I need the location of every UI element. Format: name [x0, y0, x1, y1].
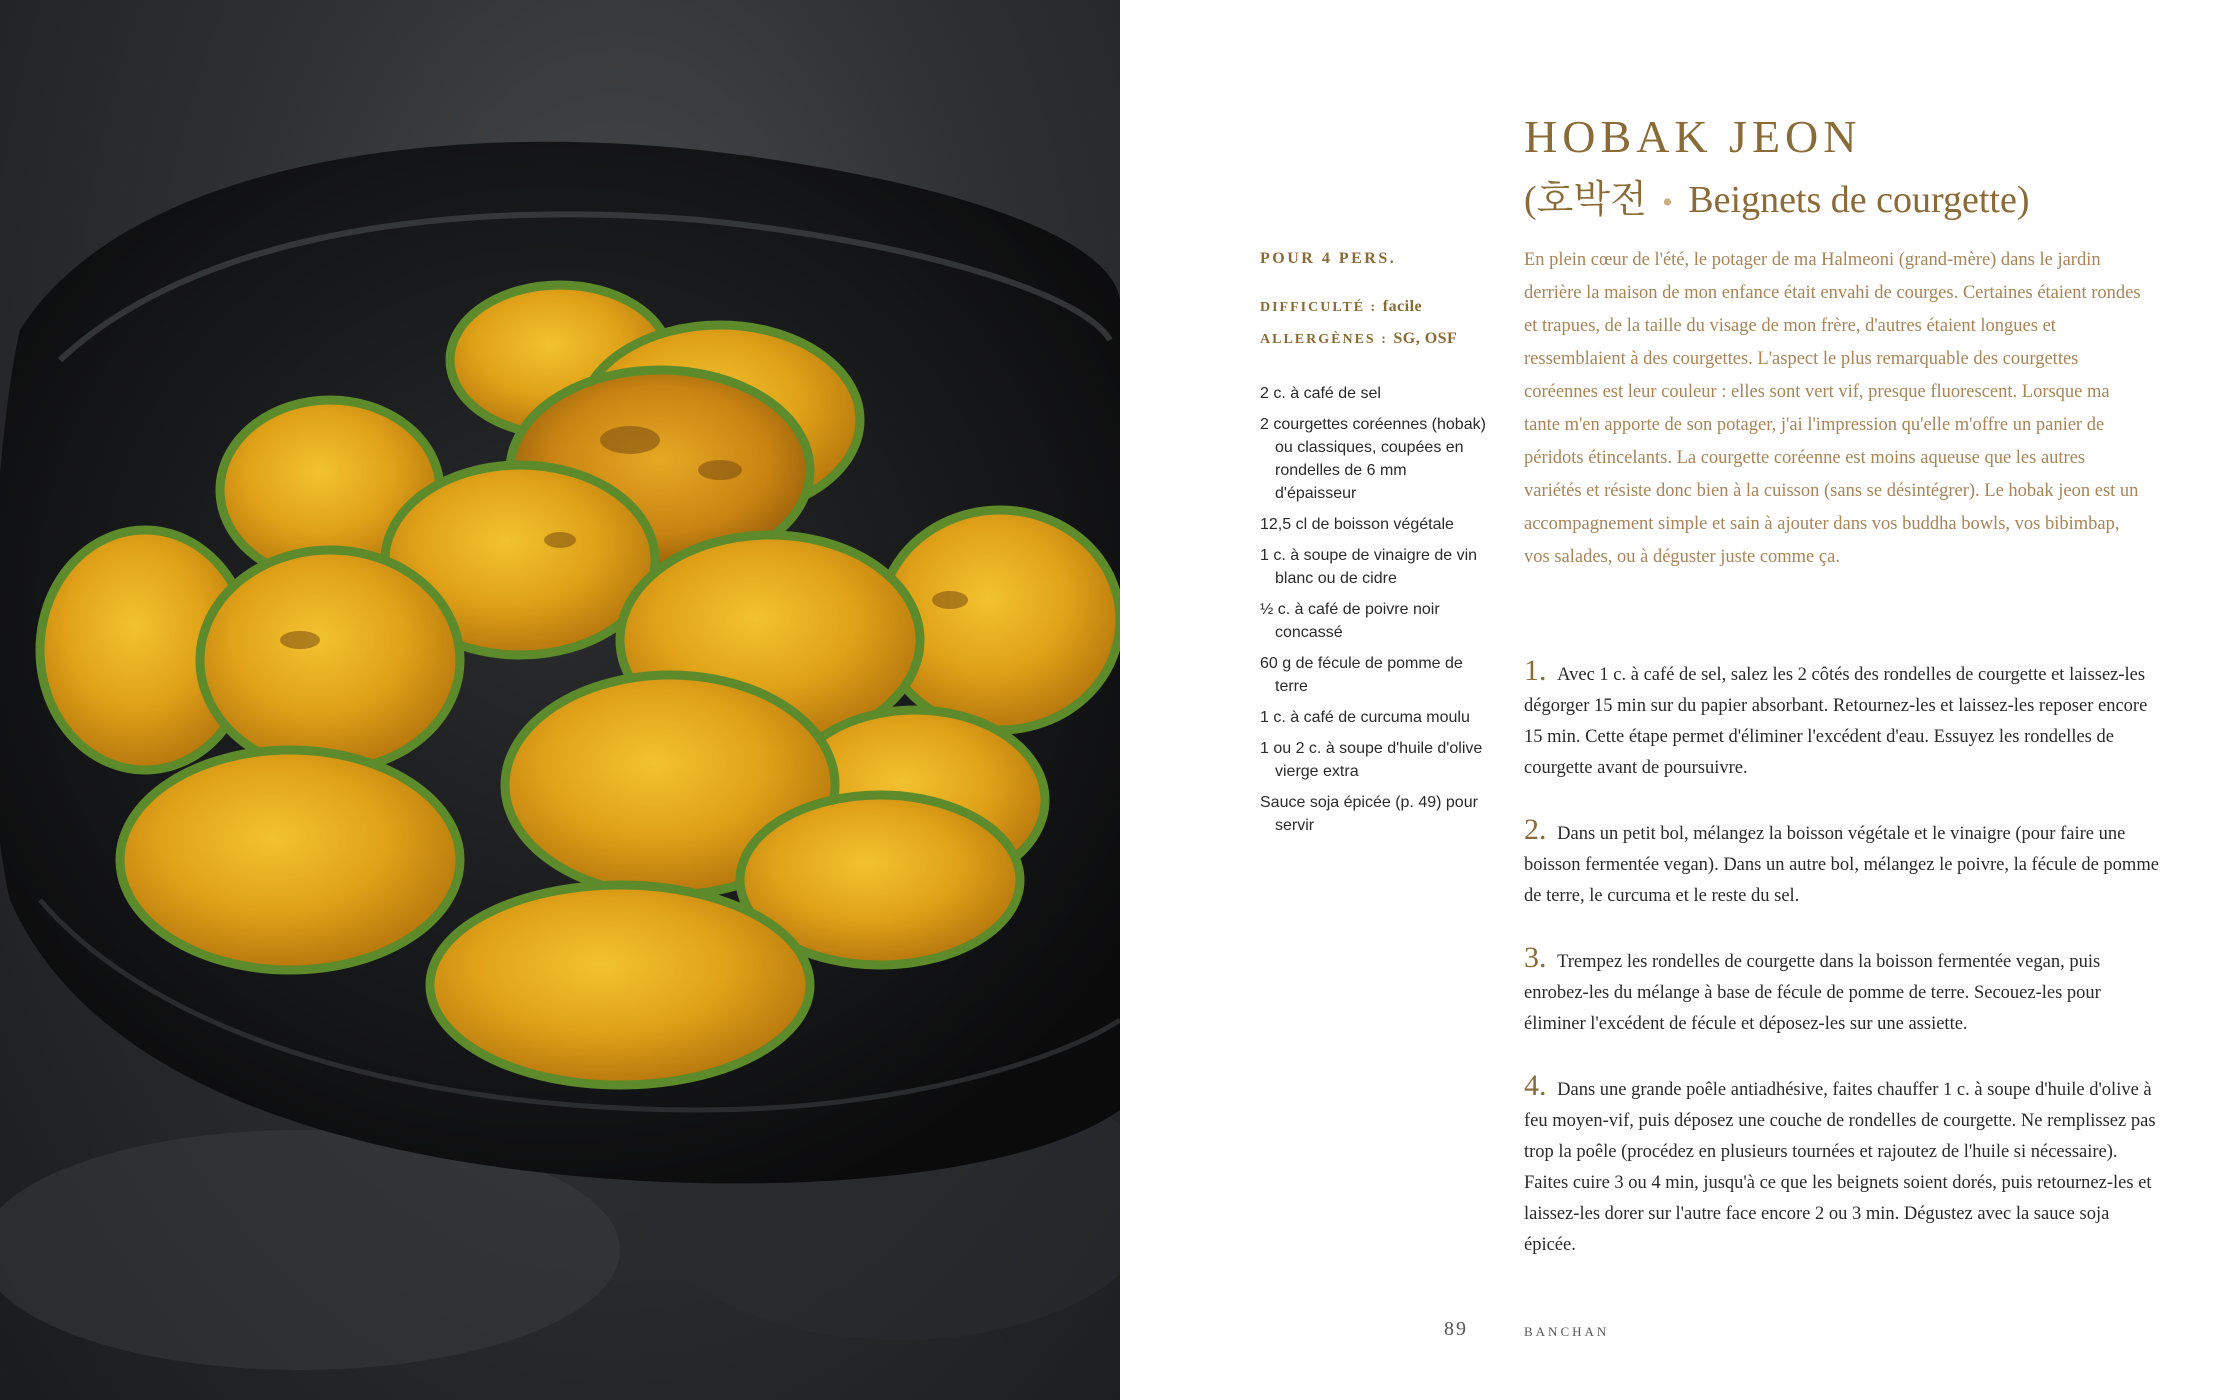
ingredient-item: ½ c. à café de poivre noir concassé	[1260, 601, 1440, 641]
subtitle-separator: •	[1662, 186, 1673, 219]
difficulty-label: DIFFICULTÉ :	[1260, 300, 1378, 315]
ingredient-item: 60 g de fécule de pomme de terre	[1260, 655, 1463, 695]
page-number: 89	[1444, 1318, 1468, 1340]
step-1	[1524, 655, 2160, 784]
ingredient-item: 2 c. à café de sel	[1260, 385, 1381, 402]
step-text: Dans une grande poêle antiadhésive, faites chauffer 1 c. à soupe d'huile d'olive à feu moyen-vif, puis déposez une couche de rondelles de courgette. Ne remplissez pas trop la poêle (procédez en plusieurs tournées et rajoutez de l'huile si nécessaire). Faites cuire 3 ou 4 min, jusqu'à ce que les beignets soient dorés, puis retournez-les et laissez-les dorer sur l'autre face encore 2 ou 3 min. Dégustez avec la sauce soja épicée.	[1524, 1080, 2156, 1255]
allergens-value: SG, OSF	[1393, 330, 1458, 347]
step-number: 2.	[1524, 813, 1547, 846]
recipe-subtitle	[1524, 168, 2029, 223]
ingredient-item: 12,5 cl de boisson végétale	[1260, 516, 1454, 533]
recipe-title: HOBAK JEON	[1524, 111, 1862, 162]
ingredient-item: 2 courgettes coréennes (hobak) ou classiques, coupées en rondelles de 6 mm d'épaisseur	[1260, 416, 1486, 502]
running-head: BANCHAN	[1524, 1324, 1610, 1339]
step-3	[1524, 942, 2160, 1040]
step-text: Trempez les rondelles de courgette dans la boisson fermentée vegan, puis enrobez-les du mélange à base de fécule de pomme de terre. Secouez-les pour éliminer l'excédent de fécule et déposez-les sur une assiette.	[1524, 952, 2101, 1034]
recipe-intro	[1524, 244, 2144, 574]
step-number: 4.	[1524, 1069, 1547, 1102]
ingredient-list	[1260, 382, 1490, 837]
step-number: 1.	[1524, 654, 1547, 687]
recipe-steps	[1524, 655, 2160, 1291]
difficulty-value: facile	[1382, 298, 1423, 315]
allergens	[1260, 330, 1490, 348]
ingredient-item: 1 c. à soupe de vinaigre de vin blanc ou de cidre	[1260, 547, 1478, 587]
servings: POUR 4 PERS.	[1260, 250, 1397, 267]
step-4	[1524, 1070, 2160, 1261]
recipe-sidebar	[1260, 250, 1490, 845]
subtitle-french: Beignets de courgette)	[1688, 179, 2030, 221]
ingredient-item: Sauce soja épicée (p. 49) pour servir	[1260, 794, 1478, 834]
intro-paragraph: En plein cœur de l'été, le potager de ma Halmeoni (grand-mère) dans le jardin derrière la maison de mon enfance était envahi de courges. Certaines étaient rondes et trapues, de la taille du visage de mon frère, d'autres étaient longues et ressemblaient à des courgettes. L'aspect le plus remarquable des courgettes coréennes est leur couleur : elles sont vert vif, presque fluorescent. Lorsque ma tante m'en apporte de son potager, j'ai l'impression qu'elle m'offre un panier de péridots étincelants. La courgette coréenne est moins aqueuse que les autres variétés et résiste donc bien à la cuisson (sans se désintégrer). Le hobak jeon est un accompagnement simple et sain à ajouter dans vos buddha bowls, vos bibimbap, vos salades, ou à déguster juste comme ça.	[1524, 250, 2141, 567]
step-text: Avec 1 c. à café de sel, salez les 2 côtés des rondelles de courgette et laissez-les dégorger 15 min sur du papier absorbant. Retournez-les et laissez-les reposer encore 15 min. Cette étape permet d'éliminer l'excédent d'eau. Essuyez les rondelles de courgette avant de poursuivre.	[1524, 665, 2148, 778]
allergens-label: ALLERGÈNES :	[1260, 332, 1388, 347]
ingredient-item: 1 c. à café de curcuma moulu	[1260, 709, 1470, 726]
difficulty	[1260, 298, 1490, 316]
recipe-page	[1120, 0, 2240, 1400]
subtitle-korean: (호박전	[1524, 179, 1647, 221]
step-number: 3.	[1524, 941, 1547, 974]
step-text: Dans un petit bol, mélangez la boisson végétale et le vinaigre (pour faire une boisson fermentée vegan). Dans un autre bol, mélangez le poivre, la fécule de pomme de terre, le curcuma et le reste du sel.	[1524, 824, 2159, 906]
ingredient-item: 1 ou 2 c. à soupe d'huile d'olive vierge extra	[1260, 740, 1483, 780]
step-2	[1524, 814, 2160, 912]
